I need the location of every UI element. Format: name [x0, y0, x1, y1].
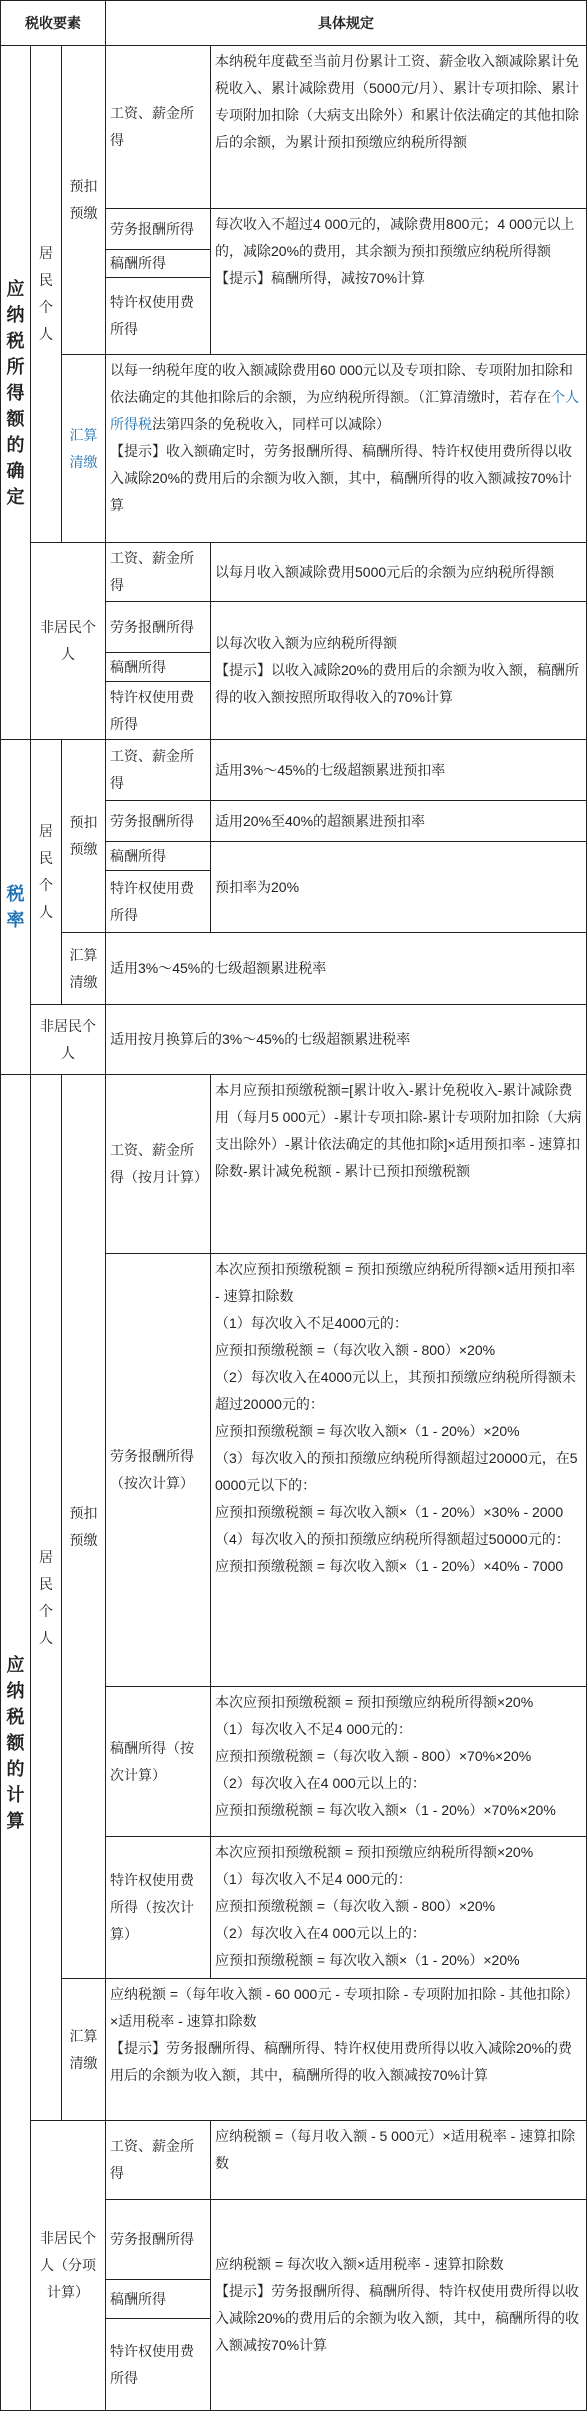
rate-nonresident-rule: 适用按月换算后的3%～45%的七级超额累进税率	[105, 1004, 587, 1075]
iit-link[interactable]: 个人所得税	[110, 389, 579, 432]
franchise-line: （2）每次收入在4 000元以上的：	[215, 1925, 426, 1941]
rate-prepay-label: 预扣预缴	[61, 739, 106, 933]
calc-nr-franchise-label: 特许权使用费所得	[105, 2318, 211, 2411]
labor-line: （1）每次收入不足4000元的：	[215, 1315, 408, 1331]
calc-settle-rule-cell	[105, 1978, 587, 2121]
franchise-line: 本次应预扣预缴税额 = 预扣预缴应纳税所得额×20%	[215, 1844, 534, 1860]
franchise-label: 特许权使用费所得	[105, 277, 211, 355]
labor-line: 应预扣预缴税额 = 每次收入额×（1 - 20%）×40% - 7000	[215, 1558, 564, 1574]
rate-wage-label: 工资、薪金所得	[105, 739, 211, 801]
calc-settle-label: 汇算清缴	[61, 1978, 106, 2121]
royalty-line: 应预扣预缴税额 = 每次收入额×（1 - 20%）×70%×20%	[215, 1802, 556, 1818]
header-element: 税收要素	[0, 0, 106, 46]
nr-labor-label: 劳务报酬所得	[105, 601, 211, 653]
nr-franchise-label: 特许权使用费所得	[105, 681, 211, 740]
tax-rate-link[interactable]: 税率	[6, 884, 25, 930]
calc-nr-labor-label: 劳务报酬所得	[105, 2199, 211, 2280]
wage-rule: 本纳税年度截至当前月份累计工资、薪金收入额减除累计免税收入、累计减除费用（5000元/月）、累计专项扣除、累计专项附加扣除（大病支出除外）和累计依法确定的其他扣除后的余额，为累计预扣预缴应纳税所得额	[210, 45, 587, 209]
calc-franchise-label: 特许权使用费所得（按次计算）	[105, 1836, 211, 1979]
royalty-line: （2）每次收入在4 000元以上的：	[215, 1775, 426, 1791]
labor-line: （3）每次收入的预扣预缴应纳税所得额超过20000元，在50000元以下的：	[215, 1450, 578, 1493]
labor-line: （4）每次收入的预扣预缴应纳税所得额超过50000元的：	[215, 1531, 570, 1547]
prepay-rule-cell	[210, 208, 587, 355]
settle-label	[61, 354, 106, 543]
royalty-line: 应预扣预缴税额 =（每次收入额 - 800）×70%×20%	[215, 1748, 532, 1764]
category-tax-payable: 应纳税额的计算	[0, 1074, 31, 2411]
rate-labor-label: 劳务报酬所得	[105, 800, 211, 842]
wage-label: 工资、薪金所得	[105, 45, 211, 209]
labor-line: （2）每次收入在4000元以上，其预扣预缴应纳税所得额未超过20000元的：	[215, 1369, 576, 1412]
nr-wage-rule	[210, 542, 587, 602]
rate-royalty-label: 稿酬所得	[105, 841, 211, 871]
nr-other-rule-cell	[210, 601, 587, 740]
rate-settle-rule: 适用3%～45%的七级超额累进税率	[105, 932, 587, 1005]
settle-rule-cell	[105, 354, 587, 543]
rate-nonresident-label: 非居民个人	[30, 1004, 106, 1075]
calc-resident-label: 居民个人	[30, 1074, 62, 2121]
rate-settle-label: 汇算清缴	[61, 932, 106, 1005]
calc-labor-rule	[210, 1253, 587, 1687]
calc-wage-label: 工资、薪金所得（按月计算）	[105, 1074, 211, 1254]
calc-labor-label: 劳务报酬所得（按次计算）	[105, 1253, 211, 1687]
prepay-rule: 每次收入不超过4 000元的，减除费用800元；4 000元以上的，减除20%的费用，其余额为预扣预缴应纳税所得额	[215, 216, 575, 259]
nr-other-rule: 以每次收入额为应纳税所得额	[215, 635, 397, 651]
header-rules: 具体规定	[105, 0, 587, 46]
nr-other-tip: 【提示】以收入减除20%的费用后的余额为收入额，稿酬所得的收入额按照所取得收入的70%计算	[215, 662, 580, 705]
franchise-line: 应预扣预缴税额 = 每次收入额×（1 - 20%）×20%	[215, 1952, 520, 1968]
calc-prepay-label: 预扣预缴	[61, 1074, 106, 1979]
prepay-tip: 【提示】稿酬所得，减按70%计算	[215, 270, 426, 286]
labor-line: 本次应预扣预缴税额 = 预扣预缴应纳税所得额×适用预扣率 - 速算扣除数	[215, 1261, 580, 1304]
franchise-line: （1）每次收入不足4 000元的：	[215, 1871, 412, 1887]
labor-line: 应预扣预缴税额 = 每次收入额×（1 - 20%）×20%	[215, 1423, 520, 1439]
calc-nr-other-rule: 应纳税额 = 每次收入额×适用税率 - 速算扣除数	[215, 2256, 504, 2272]
settle-rule-a: 以每一纳税年度的收入额减除费用60 000元以及专项扣除、专项附加扣除和依法确定的其他扣除后的余额，为应纳税所得额。（汇算清缴时，若存在	[110, 362, 573, 405]
calc-settle-tip: 【提示】劳务报酬所得、稿酬所得、特许权使用费所得以收入减除20%的费用后的余额为收入额，其中，稿酬所得的收入额减按70%计算	[110, 2040, 573, 2083]
nr-wage-rule-text: 以每月收入额减除费用5000元后的余额为应纳税所得额	[215, 563, 555, 580]
calc-nr-wage-label: 工资、薪金所得	[105, 2120, 211, 2200]
nonresident-label: 非居民个人	[30, 542, 106, 740]
calc-wage-rule: 本月应预扣预缴税额=[累计收入-累计免税收入-累计减除费用（每月5 000元）-累计专项扣除-累计专项附加扣除（大病支出除外）-累计依法确定的其他扣除]×适用预扣率 - 速算扣除数-累计减免税额 - 累计已预扣预缴税额	[210, 1074, 587, 1254]
calc-nr-royalty-label: 稿酬所得	[105, 2279, 211, 2319]
rate-resident-label: 居民个人	[30, 739, 62, 1005]
labor-line: 应预扣预缴税额 =（每次收入额 - 800）×20%	[215, 1342, 496, 1358]
rate-labor-rule: 适用20%至40%的超额累进预扣率	[210, 800, 587, 842]
royalty-line: 本次应预扣预缴税额 = 预扣预缴应纳税所得额×20%	[215, 1694, 534, 1710]
calc-nr-other-tip: 【提示】劳务报酬所得、稿酬所得、特许权使用费所得以收入减除20%的费用后的余额为收入额，其中，稿酬所得的收入额减按70%计算	[215, 2283, 580, 2353]
calc-nr-other-rule-cell	[210, 2199, 587, 2411]
nr-wage-label: 工资、薪金所得	[105, 542, 211, 602]
category-taxable-income: 应纳税所得额的确定	[0, 45, 31, 740]
labor-label: 劳务报酬所得	[105, 208, 211, 250]
franchise-line: 应预扣预缴税额 =（每次收入额 - 800）×20%	[215, 1898, 496, 1914]
calc-royalty-rule	[210, 1686, 587, 1837]
prepay-label: 预扣预缴	[61, 45, 106, 355]
settle-tip: 【提示】收入额确定时，劳务报酬所得、稿酬所得、特许权使用费所得以收入减除20%的费用后的余额为收入额，其中，稿酬所得的收入额减按70%计算	[110, 443, 573, 513]
rate-franchise-label: 特许权使用费所得	[105, 870, 211, 933]
calc-nonresident-label: 非居民个人（分项计算）	[30, 2120, 106, 2411]
royalty-label: 稿酬所得	[105, 249, 211, 278]
calc-royalty-label: 稿酬所得（按次计算）	[105, 1686, 211, 1837]
labor-line: 应预扣预缴税额 = 每次收入额×（1 - 20%）×30% - 2000	[215, 1504, 564, 1520]
calc-settle-rule: 应纳税额 =（每年收入额 - 60 000元 - 专项扣除 - 专项附加扣除 - 其他扣除）×适用税率 - 速算扣除数	[110, 1986, 579, 2029]
category-tax-rate	[0, 739, 31, 1075]
royalty-line: （1）每次收入不足4 000元的：	[215, 1721, 412, 1737]
rate-other-rule: 预扣率为20%	[210, 841, 587, 933]
settle-label-text[interactable]: 汇算清缴	[69, 426, 98, 470]
calc-nr-wage-rule: 应纳税额 =（每月收入额 - 5 000元）×适用税率 - 速算扣除数	[210, 2120, 587, 2200]
nr-royalty-label: 稿酬所得	[105, 652, 211, 682]
settle-rule-b: 法第四条的免税收入，同样可以减除）	[152, 416, 390, 432]
rate-wage-rule: 适用3%～45%的七级超额累进预扣率	[210, 739, 587, 801]
resident-label: 居民个人	[30, 45, 62, 543]
calc-franchise-rule	[210, 1836, 587, 1979]
